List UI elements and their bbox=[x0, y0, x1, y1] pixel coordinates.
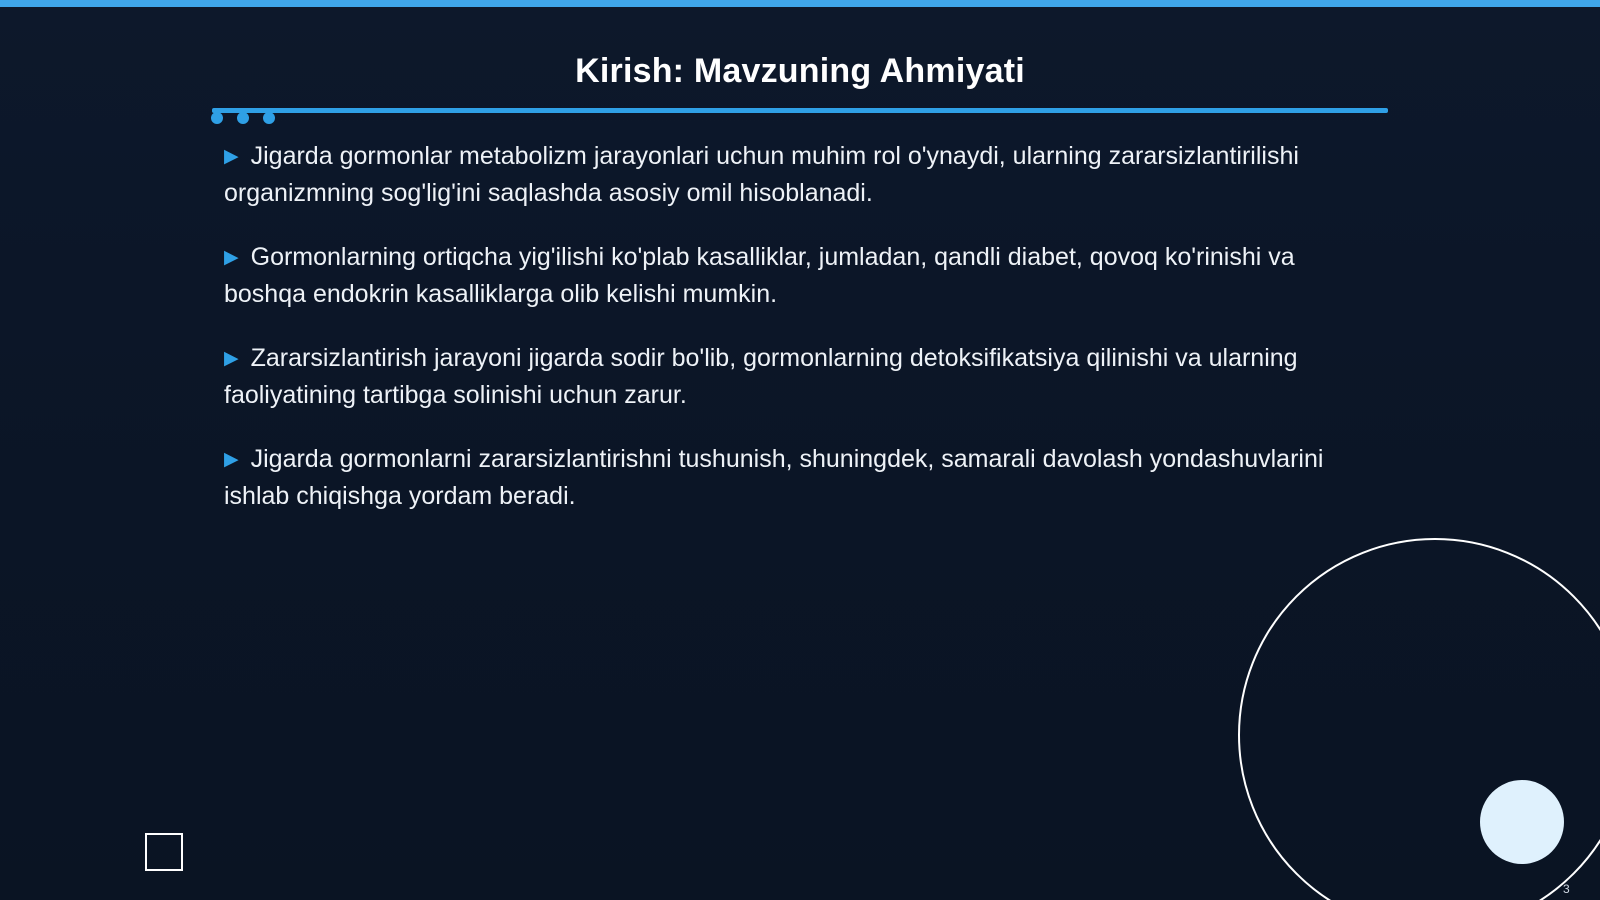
dot-2 bbox=[237, 112, 249, 124]
dot-3 bbox=[263, 112, 275, 124]
slide-title: Kirish: Mavzuning Ahmiyati bbox=[575, 52, 1025, 90]
bullet-list bbox=[224, 138, 1324, 542]
bullet-item bbox=[224, 340, 1324, 413]
bullet-text: Jigarda gormonlar metabolizm jarayonlari uchun muhim rol o'ynaydi, ularning zararsizlantirilishi organizmning sog'lig'ini saqlashda asosiy omil hisoblanadi. bbox=[224, 142, 1299, 207]
bullet-text: Zararsizlantirish jarayoni jigarda sodir bo'lib, gormonlarning detoksifikatsiya qilinishi va ularning faoliyatining tartibga solinishi uchun zarur. bbox=[224, 344, 1298, 409]
bullet-item bbox=[224, 441, 1324, 514]
bullet-item bbox=[224, 239, 1324, 312]
bullet-item bbox=[224, 138, 1324, 211]
decorative-small-circle bbox=[1480, 780, 1564, 864]
bullet-arrow-icon: ▶ bbox=[224, 348, 239, 369]
bullet-arrow-icon: ▶ bbox=[224, 146, 239, 167]
bullet-text: Jigarda gormonlarni zararsizlantirishni tushunish, shuningdek, samarali davolash yondashuvlarini ishlab chiqishga yordam beradi. bbox=[224, 445, 1324, 510]
top-accent-bar bbox=[0, 0, 1600, 7]
decorative-square bbox=[145, 833, 183, 871]
title-underline bbox=[212, 108, 1388, 113]
dot-1 bbox=[211, 112, 223, 124]
bullet-text: Gormonlarning ortiqcha yig'ilishi ko'plab kasalliklar, jumladan, qandli diabet, qovoq ko'rinishi va boshqa endokrin kasalliklarga olib kelishi mumkin. bbox=[224, 243, 1295, 308]
decorative-dots bbox=[211, 112, 275, 124]
bullet-arrow-icon: ▶ bbox=[224, 247, 239, 268]
page-number: 3 bbox=[1563, 882, 1570, 896]
bullet-arrow-icon: ▶ bbox=[224, 449, 239, 470]
